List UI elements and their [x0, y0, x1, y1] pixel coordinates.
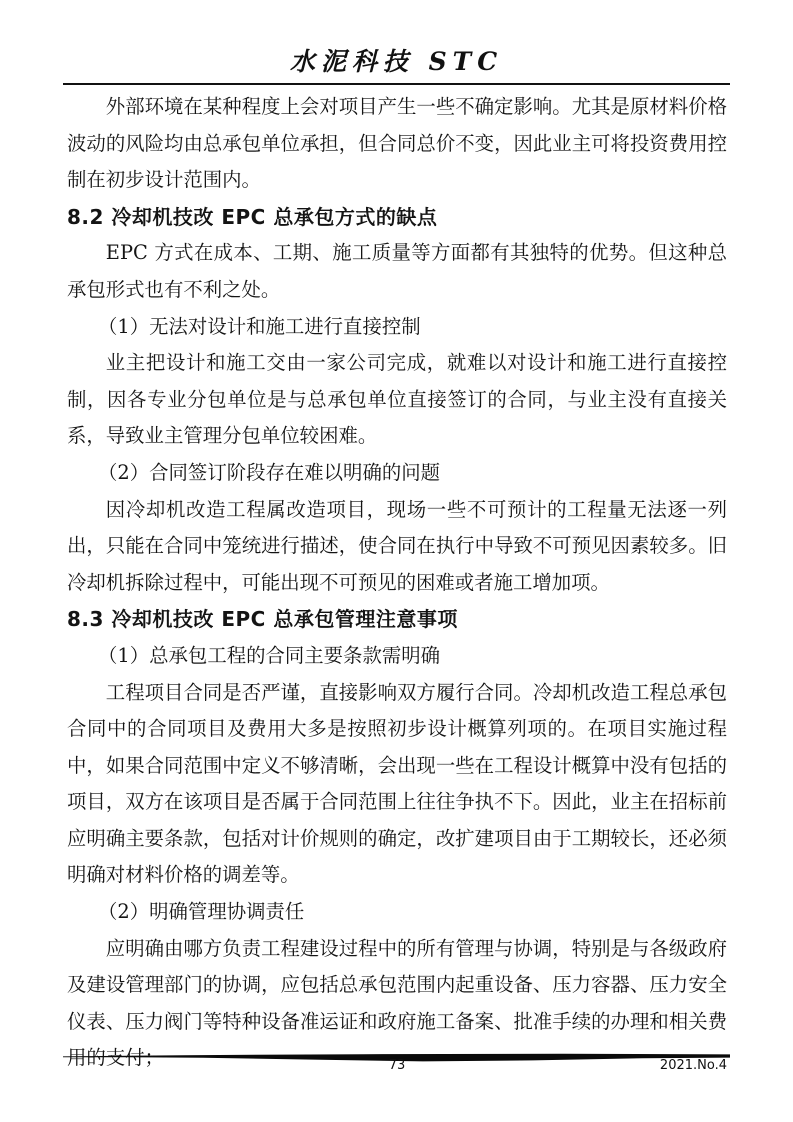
paragraph: EPC 方式在成本、工期、施工质量等方面都有其独特的优势。但这种总承包形式也有不利之处。: [67, 241, 727, 301]
list-item: （1）总承包工程的合同主要条款需明确: [98, 643, 441, 667]
list-item: （1）无法对设计和施工进行直接控制: [98, 314, 421, 338]
paragraph: 工程项目合同是否严谨，直接影响双方履行合同。冷却机改造工程总承包合同中的合同项目及费用大多是按照初步设计概算列项的。在项目实施过程中，如果合同范围中定义不够清晰，会出现一些在工程设计概算中没有包括的项目，双方在该项目是否属于合同范围上往往争执不下。因此，业主在招标前应明确主要条款，包括对计价规则的确定，改扩建项目由于工期较长，还必须明确对材料价格的调差等。: [67, 680, 727, 887]
list-item: （2）合同签订阶段存在难以明确的问题: [98, 460, 441, 484]
issue-number: 2021.No.4: [659, 1058, 727, 1073]
paragraph: 外部环境在某种程度上会对项目产生一些不确定影响。尤其是原材料价格波动的风险均由总承包单位承担，但合同总价不变，因此业主可将投资费用控制在初步设计范围内。: [67, 95, 727, 192]
paragraph: 业主把设计和施工交由一家公司完成，就难以对设计和施工进行直接控制，因各专业分包单位是与总承包单位直接签订的合同，与业主没有直接关系，导致业主管理分包单位较困难。: [67, 351, 727, 448]
page-number: 73: [388, 1058, 406, 1073]
section-heading-8-3: 8.3 冷却机技改 EPC 总承包管理注意事项: [67, 607, 458, 632]
header-rule: [63, 83, 730, 85]
section-heading-8-2: 8.2 冷却机技改 EPC 总承包方式的缺点: [67, 204, 438, 229]
paragraph: 应明确由哪方负责工程建设过程中的所有管理与协调，特别是与各级政府及建设管理部门的协调，应包括总承包范围内起重设备、压力容器、压力安全仪表、压力阀门等特种设备准运证和政府施工备案、批准手续的办理和相关费用的支付；: [67, 936, 727, 1070]
article-body: [67, 89, 727, 1077]
footer-bar: [63, 1048, 730, 1058]
journal-title: 水泥科技 STC: [289, 47, 504, 76]
paragraph: 因冷却机改造工程属改造项目，现场一些不可预计的工程量无法逐一列出，只能在合同中笼统进行描述，使合同在执行中导致不可预见因素较多。旧冷却机拆除过程中，可能出现不可预见的困难或者施工增加项。: [67, 497, 727, 594]
footer: [67, 1058, 727, 1076]
list-item: （2）明确管理协调责任: [98, 900, 305, 924]
